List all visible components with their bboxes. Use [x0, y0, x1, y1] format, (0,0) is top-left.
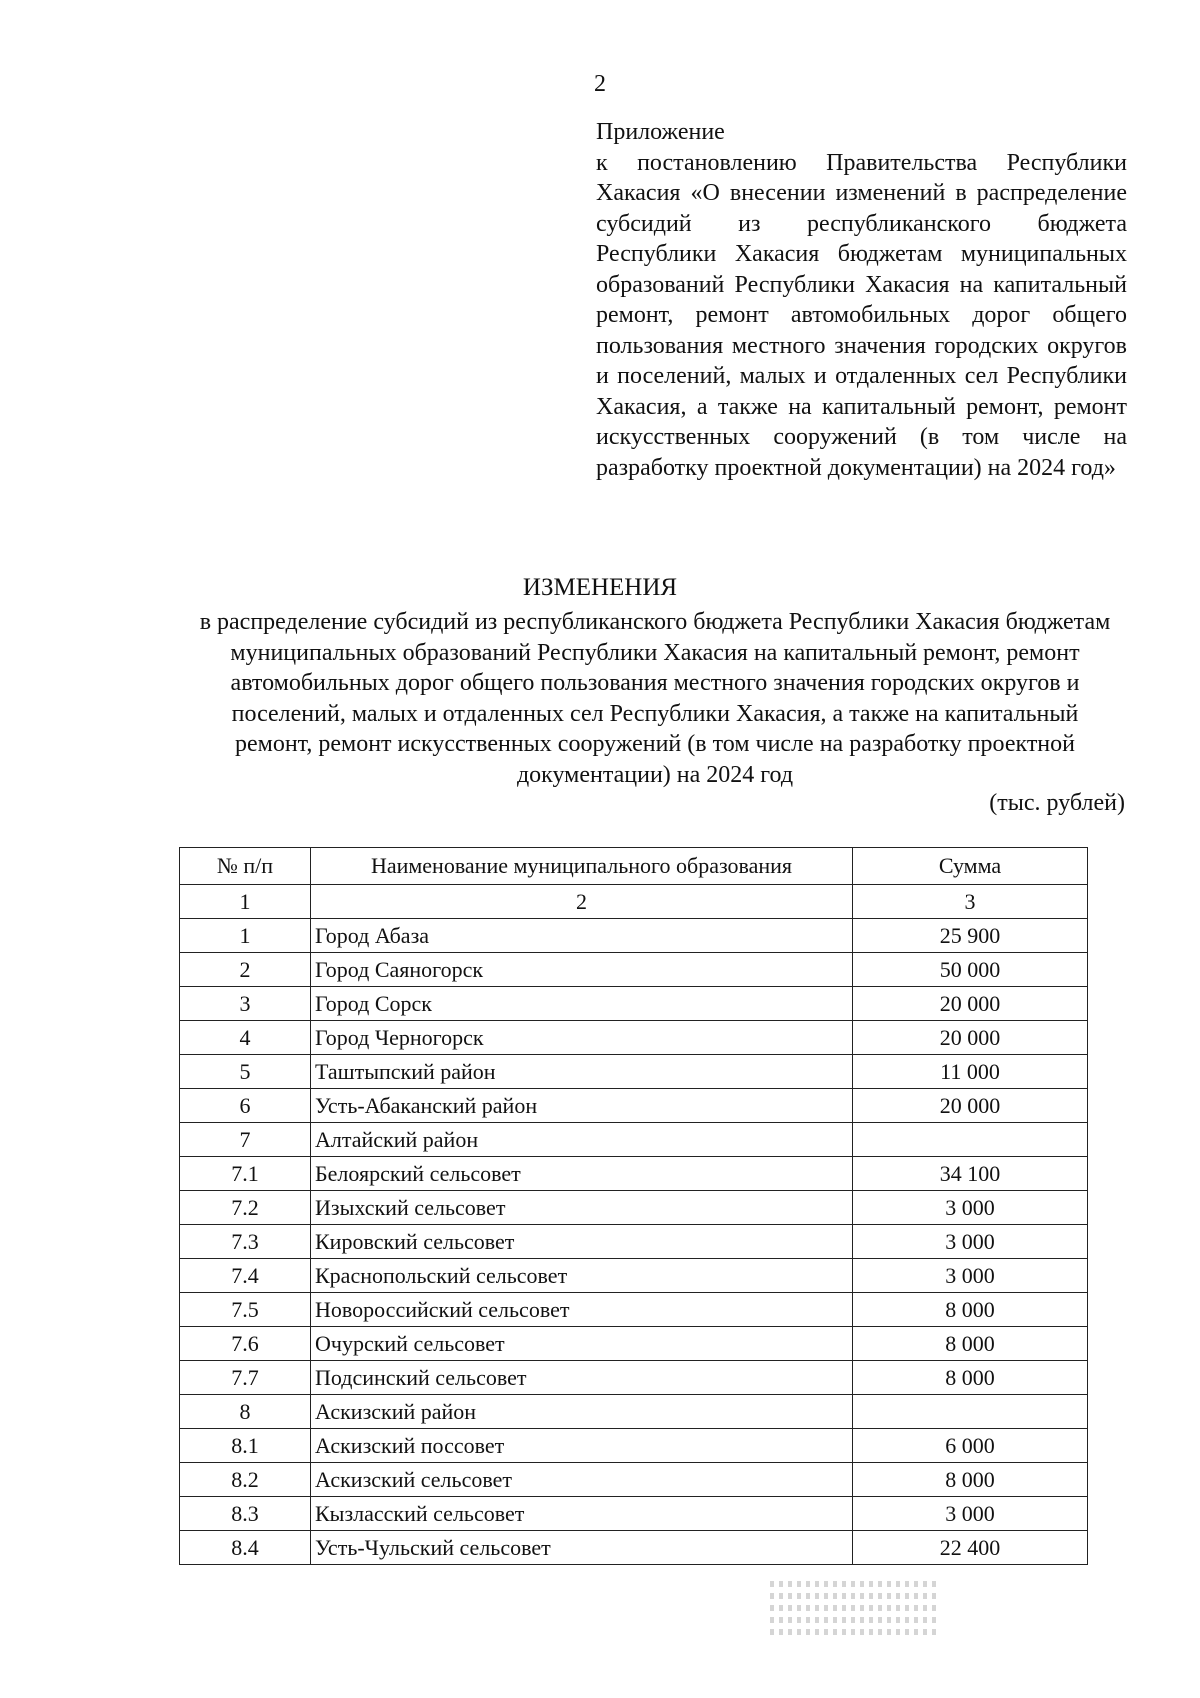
table-row	[180, 1021, 1088, 1055]
allocation-table	[179, 847, 1088, 1565]
row-number: 7.7	[180, 1361, 311, 1395]
row-name: Аскизский поссовет	[311, 1429, 853, 1463]
row-sum: 3 000	[853, 1191, 1088, 1225]
row-name: Изыхский сельсовет	[311, 1191, 853, 1225]
row-number: 7.6	[180, 1327, 311, 1361]
index-cell: 2	[311, 885, 853, 919]
table-row	[180, 953, 1088, 987]
row-number: 8.3	[180, 1497, 311, 1531]
table-header-row	[180, 848, 1088, 885]
row-number: 7.1	[180, 1157, 311, 1191]
row-name: Город Саяногорск	[311, 953, 853, 987]
row-name: Алтайский район	[311, 1123, 853, 1157]
header-sum: Сумма	[853, 848, 1088, 885]
row-name: Аскизский сельсовет	[311, 1463, 853, 1497]
row-number: 8	[180, 1395, 311, 1429]
row-name: Новороссийский сельсовет	[311, 1293, 853, 1327]
document-subheading: в распределение субсидий из республиканского бюджета Республики Хакасия бюджетам муниципальных образований Республики Хакасия на капитальный ремонт, ремонт автомобильных дорог общего пользования местного значения городских округов и поселений, малых и отдаленных сел Республики Хакасия, а также на капитальный ремонт, ремонт искусственных сооружений (в том числе на разработку проектной документации) на 2024 год	[199, 609, 1111, 788]
table-row	[180, 1531, 1088, 1565]
table-index-row	[180, 885, 1088, 919]
appendix-block	[596, 117, 1127, 483]
row-number: 6	[180, 1089, 311, 1123]
row-name: Город Абаза	[311, 919, 853, 953]
row-sum: 6 000	[853, 1429, 1088, 1463]
table-row	[180, 1123, 1088, 1157]
row-name: Аскизский район	[311, 1395, 853, 1429]
document-heading: ИЗМЕНЕНИЯ	[522, 574, 678, 601]
row-sum: 8 000	[853, 1361, 1088, 1395]
row-number: 5	[180, 1055, 311, 1089]
header-name: Наименование муниципального образования	[311, 848, 853, 885]
row-sum: 11 000	[853, 1055, 1088, 1089]
row-sum: 22 400	[853, 1531, 1088, 1565]
row-number: 7.5	[180, 1293, 311, 1327]
table-row	[180, 1055, 1088, 1089]
table-row	[180, 1089, 1088, 1123]
row-number: 1	[180, 919, 311, 953]
row-number: 8.4	[180, 1531, 311, 1565]
row-number: 7.3	[180, 1225, 311, 1259]
row-name: Кызласский сельсовет	[311, 1497, 853, 1531]
row-number: 7	[180, 1123, 311, 1157]
row-number: 8.1	[180, 1429, 311, 1463]
index-cell: 3	[853, 885, 1088, 919]
table-row	[180, 1361, 1088, 1395]
row-sum: 50 000	[853, 953, 1088, 987]
row-number: 2	[180, 953, 311, 987]
row-name: Таштыпский район	[311, 1055, 853, 1089]
row-sum: 20 000	[853, 1021, 1088, 1055]
row-name: Город Сорск	[311, 987, 853, 1021]
row-sum	[853, 1395, 1088, 1429]
row-sum	[853, 1123, 1088, 1157]
appendix-body: к постановлению Правительства Республики Хакасия «О внесении изменений в распределение субсидий из республиканского бюджета Республики Хакасия бюджетам муниципальных образований Республики Хакасия на капитальный ремонт, ремонт автомобильных дорог общего пользования местного значения городских округов и поселений, малых и отдаленных сел Республики Хакасия, а также на капитальный ремонт, ремонт искусственных сооружений (в том числе на разработку проектной документации) на 2024 год»	[596, 149, 1127, 481]
row-number: 3	[180, 987, 311, 1021]
page-number: 2	[594, 71, 606, 97]
row-sum: 3 000	[853, 1259, 1088, 1293]
table-row	[180, 1327, 1088, 1361]
table-row	[180, 1395, 1088, 1429]
row-sum: 25 900	[853, 919, 1088, 953]
row-number: 7.2	[180, 1191, 311, 1225]
table-row	[180, 1225, 1088, 1259]
row-name: Краснопольский сельсовет	[311, 1259, 853, 1293]
row-sum: 34 100	[853, 1157, 1088, 1191]
table-row	[180, 1191, 1088, 1225]
row-sum: 3 000	[853, 1225, 1088, 1259]
table-row	[180, 1293, 1088, 1327]
table-row	[180, 1463, 1088, 1497]
faded-stamp	[770, 1575, 940, 1645]
row-sum: 20 000	[853, 1089, 1088, 1123]
units-label: (тыс. рублей)	[989, 790, 1125, 816]
row-name: Усть-Чульский сельсовет	[311, 1531, 853, 1565]
table-row	[180, 1259, 1088, 1293]
row-name: Очурский сельсовет	[311, 1327, 853, 1361]
table-row	[180, 987, 1088, 1021]
index-cell: 1	[180, 885, 311, 919]
table-row	[180, 1429, 1088, 1463]
table-row	[180, 1497, 1088, 1531]
row-name: Белоярский сельсовет	[311, 1157, 853, 1191]
row-name: Кировский сельсовет	[311, 1225, 853, 1259]
table-row	[180, 1157, 1088, 1191]
row-number: 7.4	[180, 1259, 311, 1293]
row-sum: 8 000	[853, 1293, 1088, 1327]
row-sum: 8 000	[853, 1327, 1088, 1361]
table-row	[180, 919, 1088, 953]
appendix-title: Приложение	[596, 119, 725, 145]
row-sum: 8 000	[853, 1463, 1088, 1497]
row-sum: 20 000	[853, 987, 1088, 1021]
row-number: 4	[180, 1021, 311, 1055]
row-name: Город Черногорск	[311, 1021, 853, 1055]
row-sum: 3 000	[853, 1497, 1088, 1531]
row-name: Усть-Абаканский район	[311, 1089, 853, 1123]
header-number: № п/п	[180, 848, 311, 885]
row-name: Подсинский сельсовет	[311, 1361, 853, 1395]
row-number: 8.2	[180, 1463, 311, 1497]
